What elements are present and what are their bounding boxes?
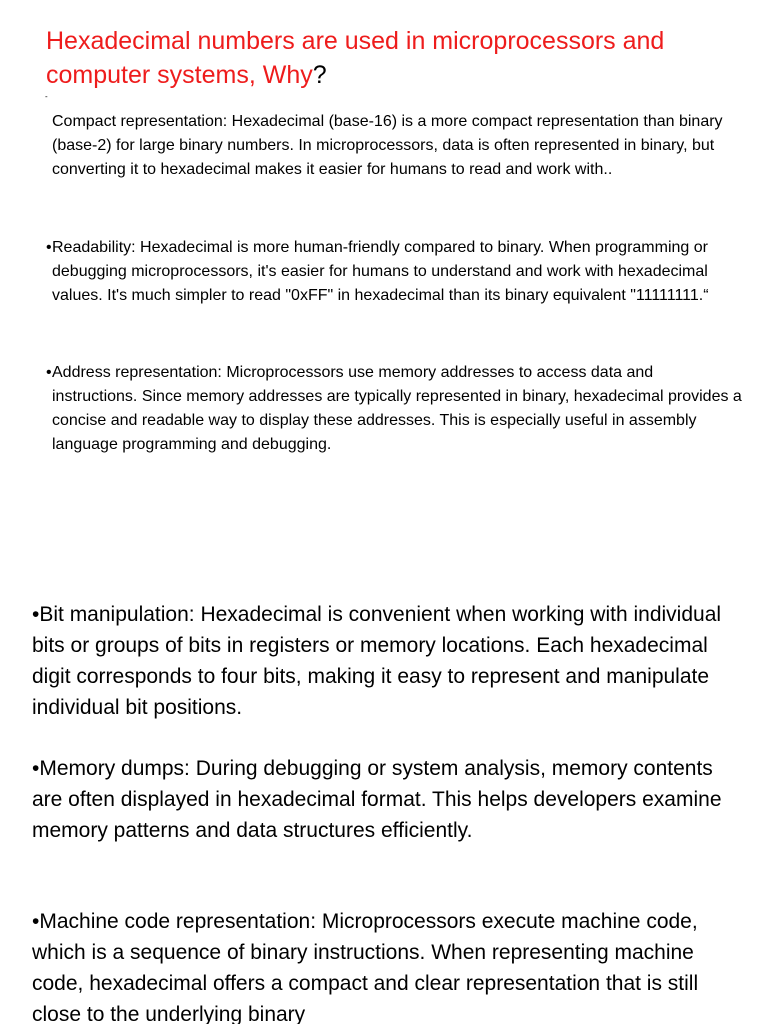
paragraph-compact-representation [52,110,742,182]
title-question-mark: ? [312,61,327,89]
paragraph-address-representation [46,361,742,457]
small-mark: - [45,92,48,101]
slide-bottom [0,560,768,1024]
paragraph-memory-dumps: •Memory dumps: During debugging or system analysis, memory contents are often displayed in hexadecimal format. This helps developers examine memory patterns and data structures efficiently. [32,757,722,842]
paragraph-text: Readability: Hexadecimal is more human-friendly compared to binary. When programming or debugging microprocessors, it's easier for humans to understand and work with hexadecimal values. It's much simpler to read "0xFF" in hexadecimal than its binary equivalent "11111111.“ [52,239,709,304]
paragraph-text: Address representation: Microprocessors use memory addresses to access data and instructions. Since memory addresses are typically represented in binary, hexadecimal provides a concise and readable way to display these addresses. This is especially useful in assembly language programming and debugging. [52,364,742,453]
paragraph-text: Compact representation: Hexadecimal (base-16) is a more compact representation than binary (base-2) for large binary numbers. In microprocessors, data is often represented in binary, but converting it to hexadecimal makes it easier for humans to read and work with.. [52,113,723,178]
title-red-text: Hexadecimal numbers are used in microprocessors and computer systems, Why [46,27,665,89]
bullet-glyph: • [46,364,52,381]
paragraph-readability [46,236,742,308]
bullet-glyph: • [46,239,52,256]
paragraph-bit-manipulation: •Bit manipulation: Hexadecimal is convenient when working with individual bits or groups of bits in registers or memory locations. Each hexadecimal digit corresponds to four bits, making it easy to represent and manipulate individual bit positions. [32,603,722,719]
paragraph-machine-code: •Machine code representation: Microprocessors execute machine code, which is a sequence of binary instructions. When representing machine code, hexadecimal offers a compact and clear representation that is still close to the underlying binary [32,910,699,1024]
slide-title [46,24,746,92]
